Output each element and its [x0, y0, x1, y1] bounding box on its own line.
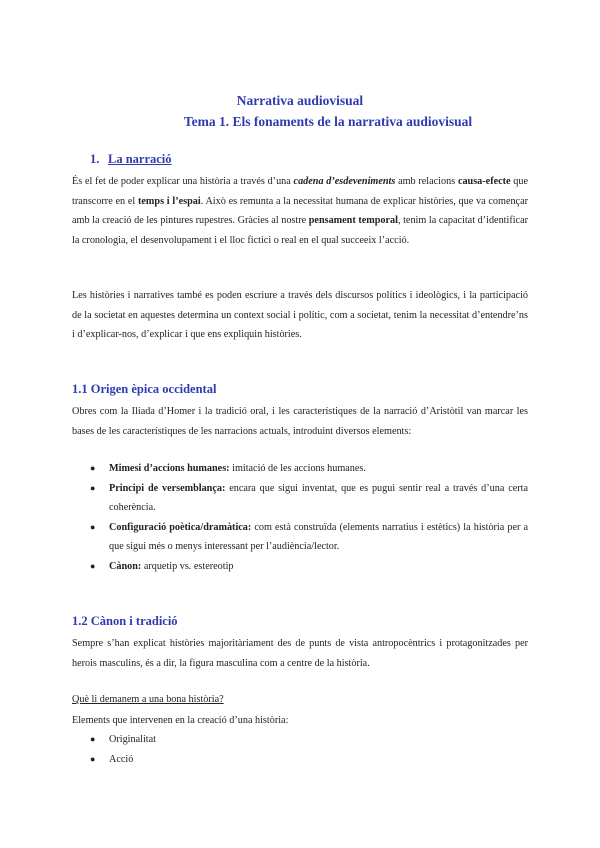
bold-term: pensament temporal	[308, 215, 398, 226]
bullet-text: Originalitat	[109, 734, 156, 745]
text-run: , tenim la capacitat d’identificar la cronologia, el desenvolupament i el lloc fictici o real en el qual succeeix l’acció.	[72, 215, 528, 246]
bullet-term: Principi de versemblança:	[109, 482, 226, 494]
bold-term: causa-efecte	[457, 176, 511, 187]
paragraph-elements-intro: Elements que intervenen en la creació d’una història:	[72, 715, 289, 726]
section-heading-narracio	[90, 152, 172, 167]
list-item	[72, 459, 528, 479]
list-item	[72, 750, 528, 770]
section-heading-origen: 1.1 Origen èpica occidental	[72, 382, 217, 396]
section-number: 1.	[90, 152, 100, 166]
list-item	[72, 730, 528, 750]
paragraph-canon: Sempre s’han explicat històries majoritàriament des de punts de vista antropocèntrics i protagonitzades per herois masculins, és a dir, la figura masculina com a centre de la història.	[72, 638, 528, 669]
bullet-text: com està construïda (elements narratius i estètics) la història per a que sigui més o menys interessant per l’audiència/lector.	[109, 521, 528, 552]
bullet-term: Cànon:	[109, 560, 142, 572]
bullet-term: Mimesi d’accions humanes:	[109, 463, 230, 474]
list-item	[72, 557, 528, 577]
bullet-icon: ●	[90, 753, 96, 764]
text-run: És el fet de poder explicar una història a través d’una	[72, 176, 294, 187]
list-item	[72, 479, 528, 518]
paragraph-origen-intro: Obres com la Iliada d’Homer i la tradició oral, i les característiques de la narració d’Aristòtil van marcar les bases de les característiques de les narracions actuals, introduint diversos elements:	[72, 406, 528, 437]
bullet-icon: ●	[90, 734, 96, 744]
text-run: amb relacions	[395, 176, 458, 187]
paragraph-narracio-definition	[72, 172, 528, 250]
bullet-term: Configuració poètica/dramàtica:	[109, 521, 252, 533]
bullet-icon: ●	[90, 521, 96, 532]
paragraph-narracio-politica: Les històries i narratives també es poden escriure a través dels discursos polítics i ideològics, i la participació de la societat en aquestes determina un context social i polític, com a societat, tenim la necessitat d’entendre’ns i d’explicar-nos, d’explicar i que ens expliquin històries.	[72, 290, 528, 340]
bullet-text: arquetip vs. estereotip	[141, 560, 234, 572]
bold-term: temps i l’espai	[138, 195, 201, 207]
section-heading-canon: 1.2 Cànon i tradició	[72, 614, 178, 628]
bullet-icon: ●	[90, 560, 96, 571]
bullet-text: encara que sigui inventat, que es pugui sentir real a través d’una certa coherència.	[109, 482, 528, 513]
document-title: Narrativa audiovisual	[236, 93, 364, 108]
text-run: . Això es remunta a la necessitat humana de explicar històries, que va començar amb la creació de les pintures rupestres. Gràcies al nostre	[72, 195, 528, 226]
list-item	[72, 518, 528, 557]
section-title: La narració	[108, 152, 172, 166]
text-run: que transcorre en el	[72, 176, 529, 207]
bold-term: cadena d’esdeveniments	[293, 176, 396, 187]
bullet-text: imitació de les accions humanes.	[229, 463, 366, 474]
list-elements-historia	[72, 730, 528, 769]
bullet-text: Acció	[109, 753, 134, 765]
document-subtitle: Tema 1. Els fonaments de la narrativa audiovisual	[183, 114, 473, 129]
question-heading: Què li demanem a una bona història?	[72, 694, 224, 705]
bullet-icon: ●	[90, 482, 96, 493]
list-elements-aristotil	[72, 459, 528, 576]
bullet-icon: ●	[90, 463, 96, 473]
